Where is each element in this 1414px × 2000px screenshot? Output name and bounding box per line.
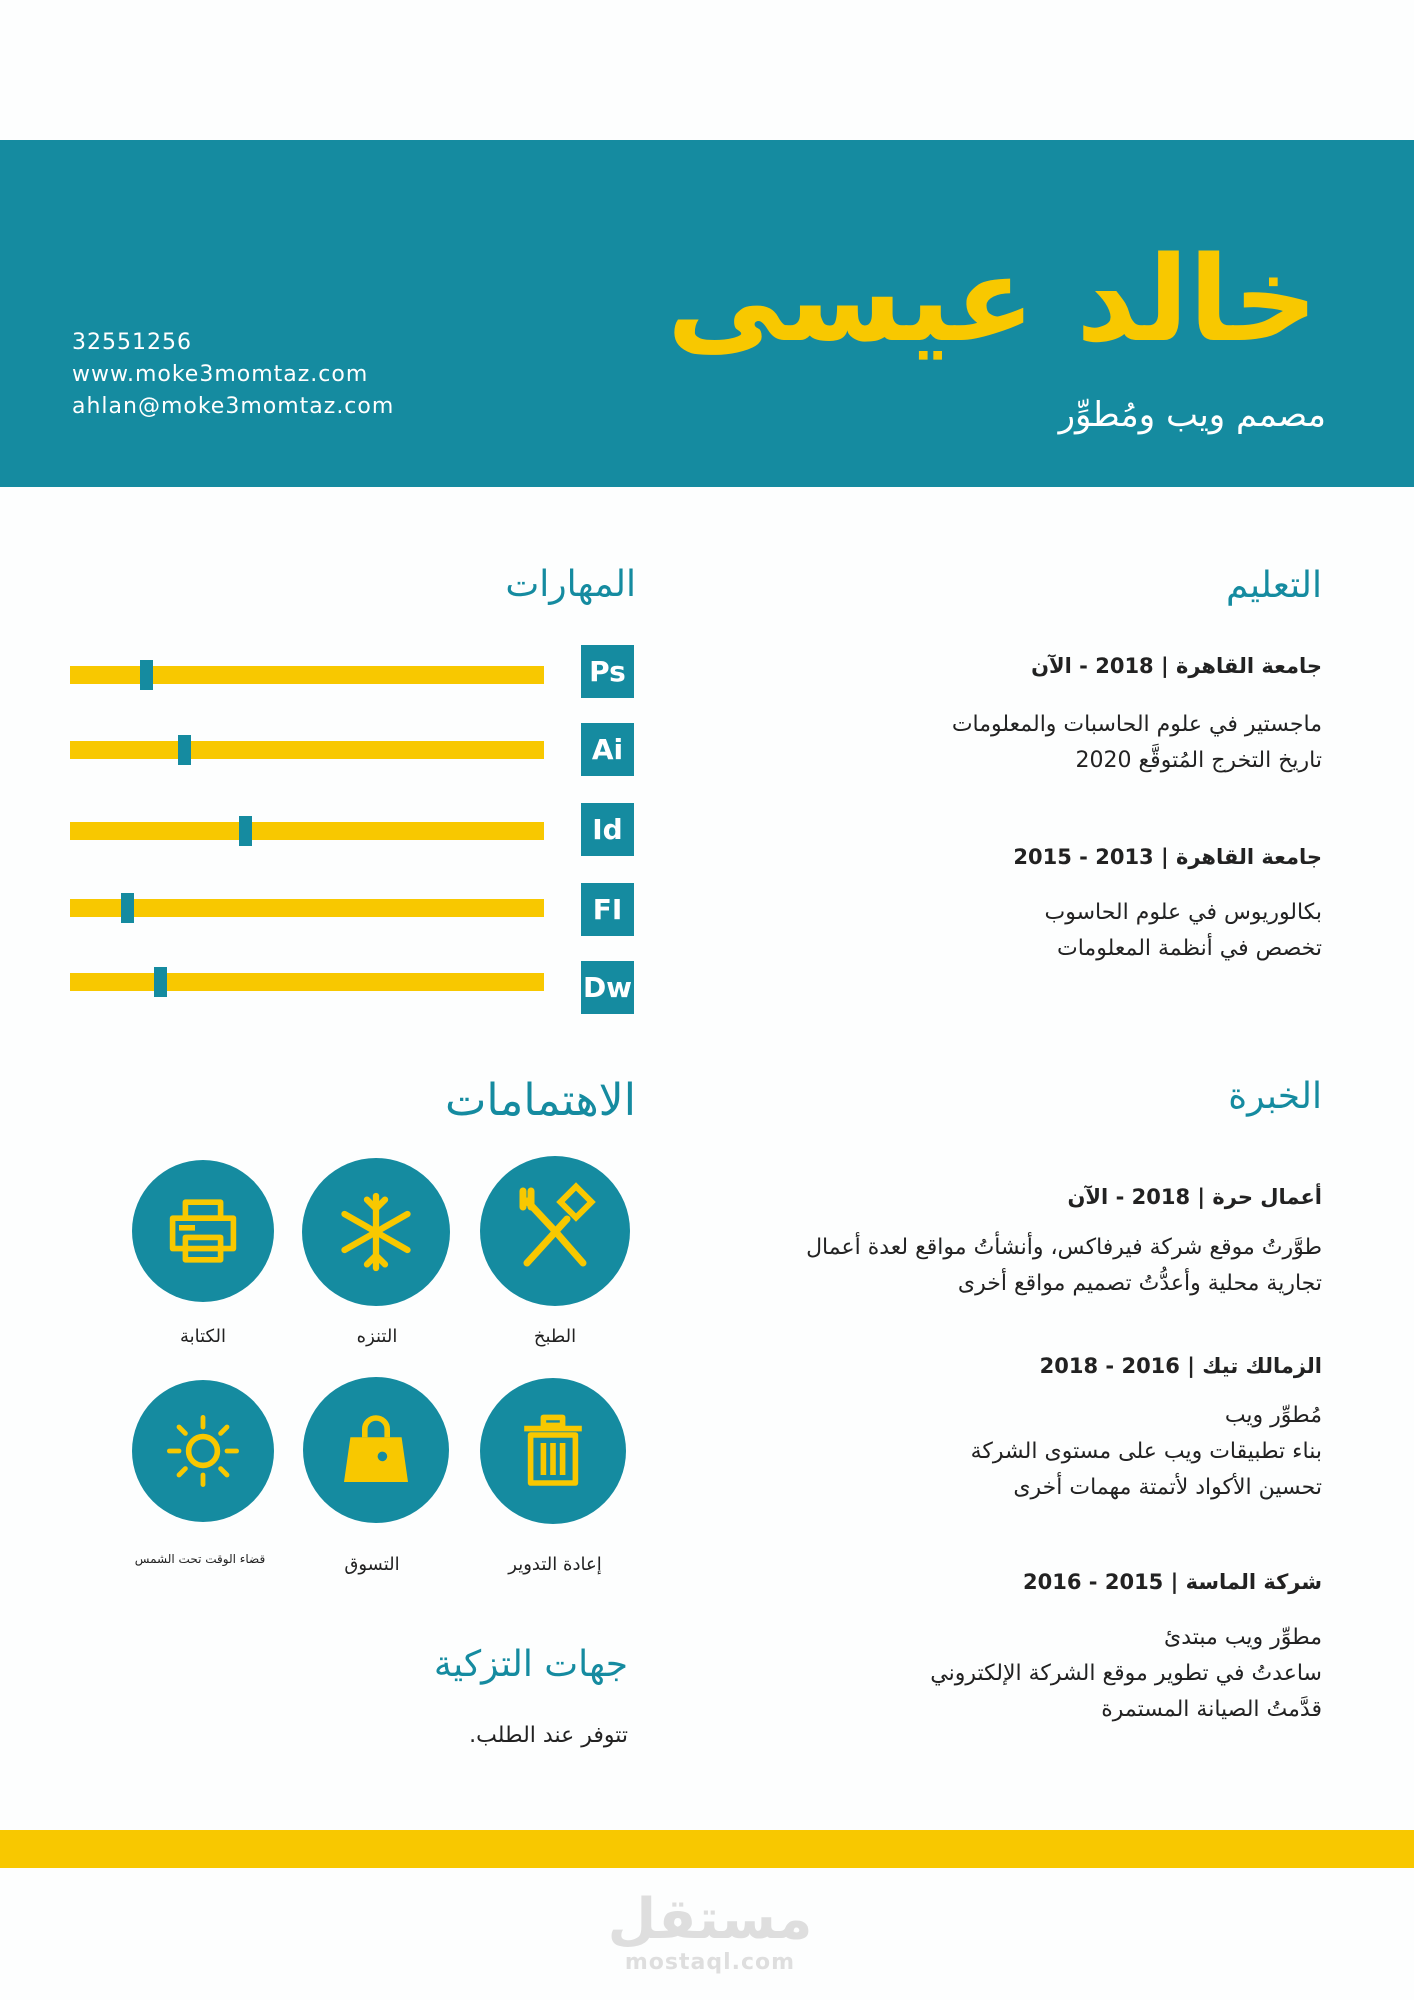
interest-cooking bbox=[480, 1156, 630, 1306]
skill-level-ai bbox=[178, 735, 191, 765]
education-item-2-body: بكالوريوس في علوم الحاسوب تخصص في أنظمة المعلومات bbox=[1044, 900, 1322, 961]
watermark-arabic: مستقل bbox=[607, 1887, 813, 1952]
printer-icon bbox=[163, 1191, 243, 1271]
skill-level-ps bbox=[140, 660, 153, 690]
experience-item-1-head: أعمال حرة | 2018 - الآن bbox=[1067, 1185, 1322, 1209]
interest-sun bbox=[132, 1380, 274, 1522]
interest-writing bbox=[132, 1160, 274, 1302]
cooking-icon bbox=[505, 1181, 605, 1281]
interest-label-recycling: إعادة التدوير bbox=[508, 1554, 602, 1575]
trash-icon bbox=[513, 1411, 593, 1491]
skill-bar-id bbox=[70, 822, 544, 840]
footer-bar bbox=[0, 1830, 1414, 1868]
experience-item-3-head: شركة الماسة | 2015 - 2016 bbox=[1023, 1570, 1322, 1594]
skill-level-dw bbox=[154, 967, 167, 997]
watermark bbox=[600, 1887, 820, 1975]
skill-bar-ai bbox=[70, 741, 544, 759]
experience-item-2-body: مُطوِّر ويب بناء تطبيقات ويب على مستوى الشركة تحسين الأكواد لأتمتة مهمات أخرى bbox=[970, 1403, 1322, 1500]
experience-title: الخبرة bbox=[1228, 1076, 1322, 1117]
skill-badge-fl: FI bbox=[581, 883, 634, 936]
person-name: خالد عيسى bbox=[666, 230, 1318, 368]
email-link[interactable]: ahlan@moke3momtaz.com bbox=[72, 394, 395, 419]
skill-bar-dw bbox=[70, 973, 544, 991]
skill-level-id bbox=[239, 816, 252, 846]
skill-badge-ps: Ps bbox=[581, 645, 634, 698]
interest-label-shopping: التسوق bbox=[344, 1554, 400, 1575]
skill-level-fl bbox=[121, 893, 134, 923]
shopping-bag-icon bbox=[336, 1410, 416, 1490]
skills-title: المهارات bbox=[505, 564, 636, 605]
references-title: جهات التزكية bbox=[433, 1644, 628, 1685]
interest-hiking bbox=[302, 1158, 450, 1306]
job-title: مصمم ويب ومُطوِّر bbox=[1058, 395, 1326, 435]
education-item-2-head: جامعة القاهرة | 2013 - 2015 bbox=[1013, 845, 1322, 869]
education-title: التعليم bbox=[1226, 565, 1322, 606]
snowflake-icon bbox=[331, 1187, 421, 1277]
skill-bar-fl bbox=[70, 899, 544, 917]
skill-badge-ai: Ai bbox=[581, 723, 634, 776]
education-item-1-body: ماجستير في علوم الحاسبات والمعلومات تاريخ التخرج المُتوقَّع 2020 bbox=[951, 712, 1322, 773]
interest-label-sun: قضاء الوقت تحت الشمس bbox=[134, 1552, 266, 1566]
interest-shopping bbox=[303, 1377, 449, 1523]
watermark-latin: mostaql.com bbox=[624, 1950, 796, 1975]
website-link[interactable]: www.moke3momtaz.com bbox=[72, 362, 369, 387]
experience-item-1-body: طوَّرتُ موقع شركة فيرفاكس، وأنشأتُ مواقع لعدة أعمال تجارية محلية وأعدُّتُ تصميم مواقع أخرى bbox=[806, 1235, 1322, 1296]
skill-badge-dw: Dw bbox=[581, 961, 634, 1014]
education-item-1-head: جامعة القاهرة | 2018 - الآن bbox=[1031, 654, 1322, 678]
references-text: تتوفر عند الطلب. bbox=[469, 1723, 628, 1748]
interests-title: الاهتمامات bbox=[444, 1075, 636, 1126]
sun-icon bbox=[163, 1411, 243, 1491]
phone-number: 32551256 bbox=[72, 330, 192, 355]
experience-item-2-head: الزمالك تيك | 2016 - 2018 bbox=[1039, 1354, 1322, 1378]
interest-label-writing: الكتابة bbox=[179, 1326, 226, 1347]
experience-item-3-body: مطوِّر ويب مبتدئ ساعدتُ في تطوير موقع الشركة الإلكتروني قدَّمتُ الصيانة المستمرة bbox=[930, 1625, 1322, 1722]
interest-recycling bbox=[480, 1378, 626, 1524]
interest-label-hiking: التنزه bbox=[356, 1326, 398, 1347]
skill-badge-id: Id bbox=[581, 803, 634, 856]
interest-label-cooking: الطبخ bbox=[533, 1326, 577, 1347]
